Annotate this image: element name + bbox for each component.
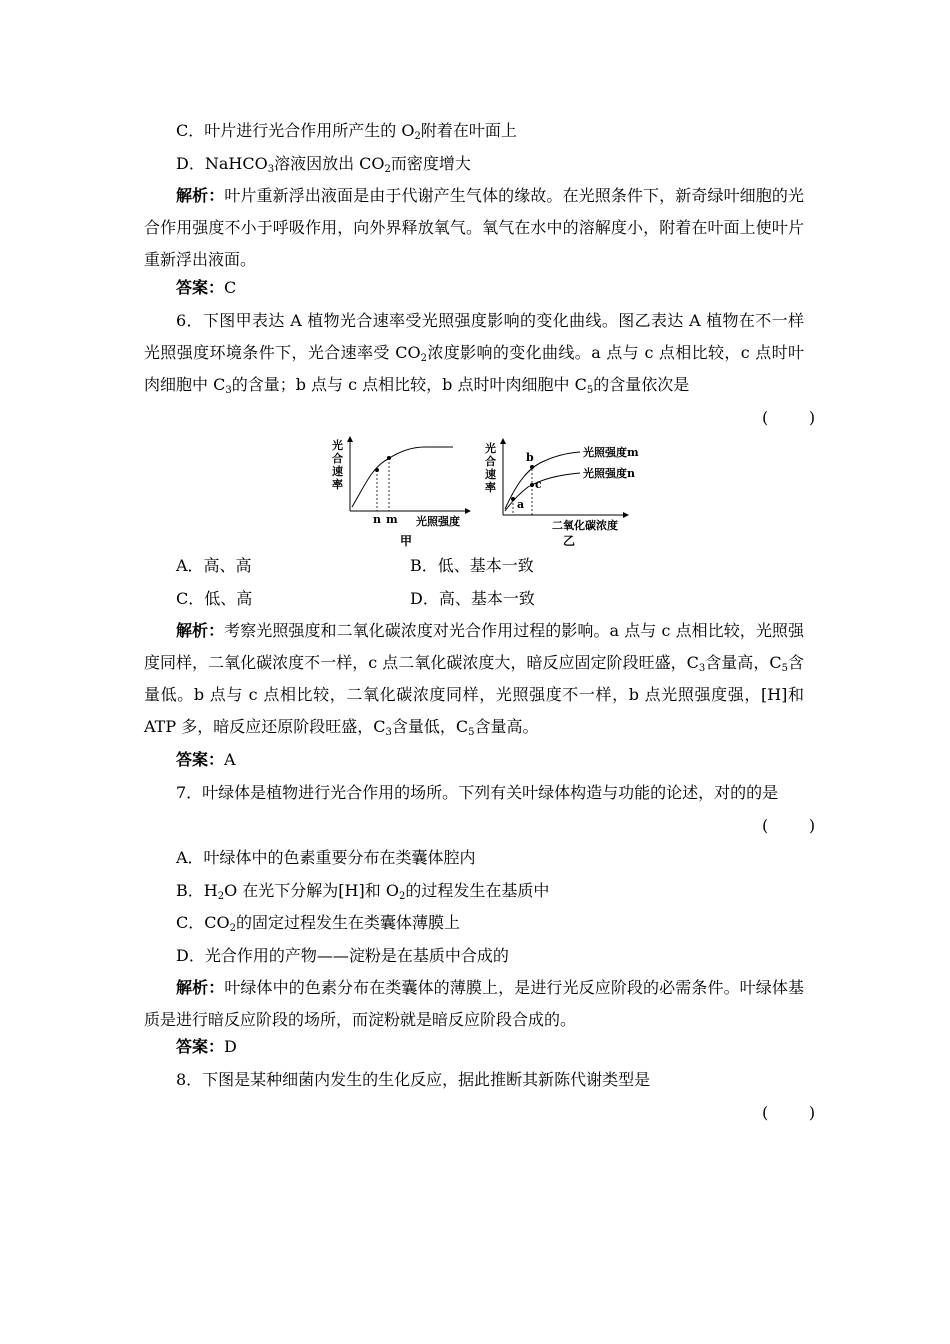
q6-option-c: C．低、高 (176, 589, 253, 608)
jia-tick-m: m (386, 513, 398, 526)
jia-curve (352, 447, 453, 507)
q6-figure (330, 435, 640, 550)
q5-analysis: 解析：叶片重新浮出液面是由于代谢产生气体的缘故。在光照条件下，新奇绿叶细胞的光合作用强度不小于呼吸作用，向外界释放氧气。氧气在水中的溶解度小，附着在叶面上使叶片重新浮出液面。 (144, 186, 804, 269)
q8-answer-paren: ( ) (762, 1103, 816, 1122)
chart-yi (485, 439, 639, 548)
jia-caption: 甲 (400, 534, 413, 548)
q7-answer-paren: ( ) (762, 816, 816, 835)
yi-legend-n: 光照强度n (583, 467, 635, 480)
yi-label-c: c (535, 478, 542, 491)
q6-analysis: 解析：考察光照强度和二氧化碳浓度对光合作用过程的影响。a 点与 c 点相比较，光照强度同样，二氧化碳浓度不一样，c 点二氧化碳浓度大，暗反应固定阶段旺盛，$C_3$含量高，$C_5$含量低。b 点与 c 点相比较，二氧化碳浓度同样，光照强度不一样，b 点光照强度强，[H]和 ATP 多，暗反应还原阶段旺盛，$C_3$含量低，$C_5$含量高。 (144, 621, 804, 738)
jia-tick-n: n (373, 513, 381, 526)
jia-point-n (375, 468, 379, 472)
jia-point-m (387, 456, 391, 460)
q6-option-b: B．低、基本一致 (410, 556, 534, 575)
q6-options-row1 (176, 556, 252, 576)
jia-ylabel-4: 率 (332, 478, 343, 491)
chart-jia (332, 437, 470, 548)
jia-xlabel: 光照强度 (416, 515, 460, 528)
yi-point-c (530, 483, 534, 487)
q5-option-c: C．叶片进行光合作用所产生的 $O_2$附着在叶面上 (176, 121, 517, 142)
q6-answer: 答案：A (176, 750, 236, 769)
q7-answer: 答案：D (176, 1037, 237, 1056)
jia-ylabel-3: 速 (332, 465, 343, 478)
q7-option-b: B．$H_2O$ 在光下分解为[H]和 $O_2$的过程发生在基质中 (176, 881, 550, 902)
yi-point-b (530, 465, 534, 469)
yi-label-a: a (517, 498, 525, 511)
q6-options-row2 (176, 589, 252, 609)
q7-option-d: D．光合作用的产物——淀粉是在基质中合成的 (176, 946, 509, 965)
q5-option-d: D．NaHCO$_3$溶液因放出 $CO_2$而密度增大 (176, 154, 471, 175)
q7-option-c: C．$CO_2$的固定过程发生在类囊体薄膜上 (176, 913, 460, 934)
yi-caption: 乙 (563, 534, 576, 548)
jia-ylabel-2: 合 (332, 452, 343, 465)
yi-point-a (511, 497, 515, 501)
q5-answer: 答案：C (176, 278, 237, 297)
q7-option-a: A．叶绿体中的色素重要分布在类囊体腔内 (176, 848, 476, 867)
q6-option-d: D．高、基本一致 (410, 589, 535, 608)
yi-legend-m: 光照强度m (583, 446, 639, 459)
yi-ylabel-4: 率 (485, 481, 496, 494)
q7-stem: 7．叶绿体是植物进行光合作用的场所。下列有关叶绿体构造与功能的论述，对的的是 (176, 783, 779, 802)
yi-ylabel-1: 光 (485, 442, 496, 455)
q7-analysis: 解析：叶绿体中的色素分布在类囊体的薄膜上，是进行光反应阶段的必需条件。叶绿体基质是进行暗反应阶段的场所，而淀粉就是暗反应阶段合成的。 (144, 978, 804, 1029)
yi-label-b: b (526, 451, 534, 464)
yi-xlabel: 二氧化碳浓度 (552, 519, 618, 532)
yi-ylabel-2: 合 (485, 455, 496, 468)
jia-ylabel-1: 光 (332, 439, 343, 452)
q6-answer-paren: ( ) (762, 408, 816, 427)
q6-stem: 6．下图甲表达 A 植物光合速率受光照强度影响的变化曲线。图乙表达 A 植物在不一样光照强度环境条件下，光合速率受 $CO_2$浓度影响的变化曲线。a 点与 c 点相比较，c 点时叶肉细胞中 $C_3$的含量；b 点与 c 点相比较，b 点时叶肉细胞中 $C_5$的含量依次是 (144, 311, 804, 396)
q6-option-a: A．高、高 (176, 556, 252, 575)
yi-ylabel-3: 速 (485, 468, 496, 481)
q8-stem: 8．下图是某种细菌内发生的生化反应，据此推断其新陈代谢类型是 (176, 1070, 651, 1089)
